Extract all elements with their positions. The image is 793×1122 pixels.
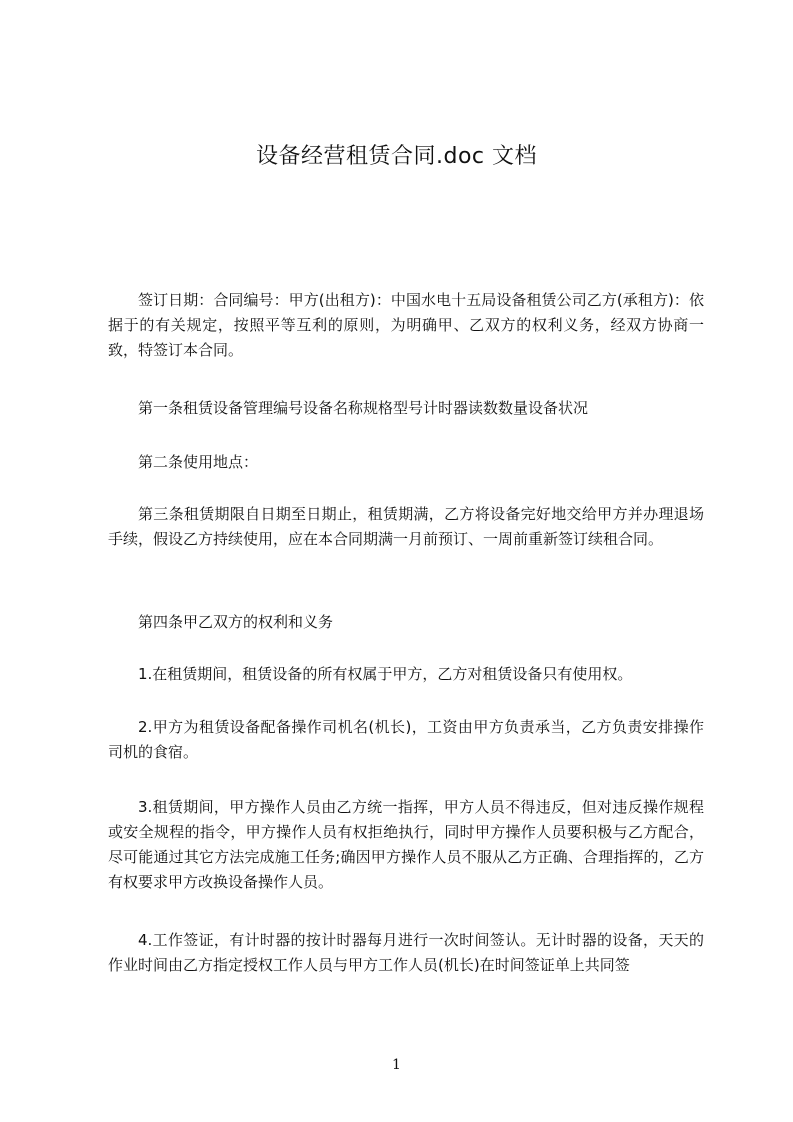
paragraph-article-3: 第三条租赁期限自日期至日期止，租赁期满，乙方将设备完好地交给甲方并办理退场手续，假设乙方持续使用，应在本合同期满一月前预订、一周前重新签订续租合同。	[108, 505, 704, 548]
paragraph-article-2: 第二条使用地点：	[138, 453, 259, 471]
paragraph-article-1: 第一条租赁设备管理编号设备名称规格型号计时器读数数量设备状况	[138, 399, 589, 417]
document-title: 设备经营租赁合同.doc 文档	[255, 144, 537, 169]
paragraph-clause-3: 3.租赁期间，甲方操作人员由乙方统一指挥，甲方人员不得违反，但对违反操作规程或安全规程的指令，甲方操作人员有权拒绝执行，同时甲方操作人员要积极与乙方配合，尽可能通过其它方法完成施工任务;确因甲方操作人员不服从乙方正确、合理指挥的，乙方有权要求甲方改换设备操作人员。	[108, 798, 704, 891]
paragraph-article-4: 第四条甲乙双方的权利和义务	[138, 613, 334, 631]
paragraph-preamble: 签订日期：合同编号：甲方(出租方)：中国水电十五局设备租赁公司乙方(承租方)：依据于的有关规定，按照平等互利的原则，为明确甲、乙双方的权利义务，经双方协商一致，特签订本合同。	[108, 291, 704, 359]
paragraph-clause-4: 4.工作签证，有计时器的按计时器每月进行一次时间签认。无计时器的设备，天天的作业时间由乙方指定授权工作人员与甲方工作人员(机长)在时间签证单上共同签	[108, 931, 704, 974]
paragraph-clause-2: 2.甲方为租赁设备配备操作司机名(机长)，工资由甲方负责承当，乙方负责安排操作司机的食宿。	[108, 718, 704, 761]
paragraph-clause-1: 1.在租赁期间，租赁设备的所有权属于甲方，乙方对租赁设备只有使用权。	[138, 665, 633, 683]
page-number: 1	[392, 1057, 401, 1073]
